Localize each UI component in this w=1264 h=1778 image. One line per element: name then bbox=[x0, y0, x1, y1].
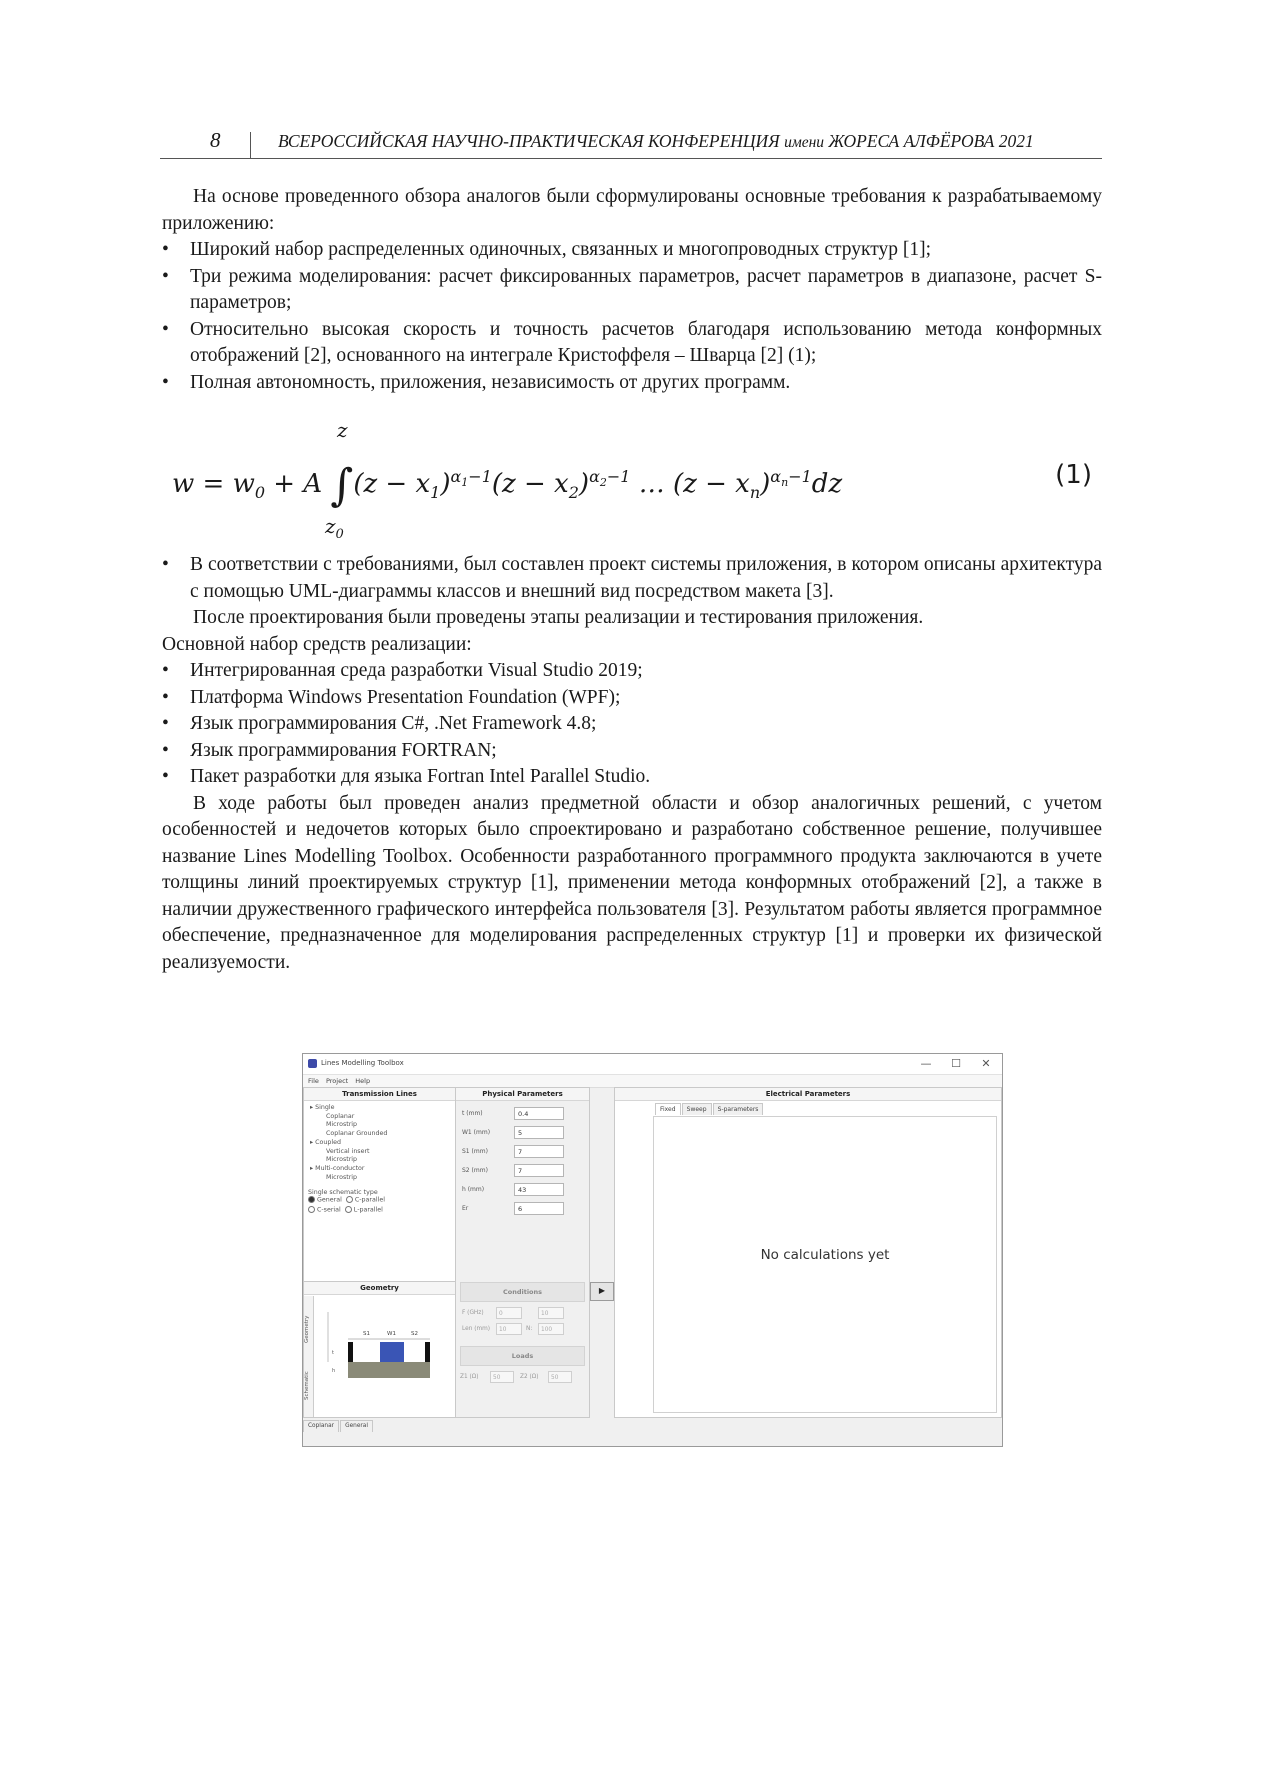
param-row: W1 (mm) 5 bbox=[456, 1124, 589, 1143]
radio-l-parallel[interactable] bbox=[345, 1206, 352, 1213]
status-tabs bbox=[303, 1420, 372, 1432]
left-ground bbox=[348, 1342, 353, 1362]
formula-expression: $w = w_0 + A$ $\int(z - x_1)^{\alpha_1-1}(z - x_2)^{\alpha_2-1}$ … $(z - x_n)^{\alpha_n-1}dz$ bbox=[172, 460, 843, 511]
conference-title-part2: имени bbox=[784, 134, 825, 151]
no-calculations-message: No calculations yet bbox=[760, 1247, 890, 1263]
intro-section bbox=[162, 184, 1102, 396]
requirement-item: • Относительно высокая скорость и точность расчетов благодаря использованию метода конформных отображений [2], основанного на интеграле Кристоффеля – Шварца [2] (1); bbox=[162, 318, 1102, 366]
tab-s-parameters[interactable]: S-parameters bbox=[713, 1103, 764, 1115]
menu-file[interactable]: File bbox=[308, 1077, 319, 1085]
lines-tree bbox=[304, 1101, 455, 1185]
svg-text:t: t bbox=[332, 1350, 334, 1356]
bullet: • bbox=[162, 265, 169, 287]
tree-item[interactable]: ▸ Single bbox=[310, 1104, 335, 1111]
tool-item: • Язык программирования FORTRAN; bbox=[162, 738, 1102, 765]
tree-item[interactable]: ▸ Multi-conductor bbox=[310, 1164, 365, 1172]
length-input[interactable]: 10 bbox=[496, 1323, 522, 1335]
signal-strip bbox=[380, 1342, 404, 1362]
load-row: Z1 (Ω) 50 Z2 (Ω) 50 bbox=[456, 1370, 589, 1386]
design-list bbox=[162, 552, 1102, 605]
bullet: • bbox=[162, 318, 169, 340]
dim-label-s2: S2 bbox=[411, 1331, 418, 1337]
integral-upper-limit: z bbox=[337, 418, 348, 442]
param-row: t (mm) 0.4 bbox=[456, 1105, 589, 1124]
param-w1-input[interactable]: 5 bbox=[514, 1126, 564, 1139]
panel-title: Electrical Parameters bbox=[615, 1088, 1001, 1101]
menu-project[interactable]: Project bbox=[325, 1077, 349, 1085]
substrate bbox=[348, 1362, 430, 1378]
header-divider bbox=[250, 132, 251, 158]
close-button[interactable]: ✕ bbox=[981, 1057, 991, 1070]
requirement-item: • Широкий набор распределенных одиночных, связанных и многопроводных структур [1]; bbox=[162, 237, 1102, 264]
intro-paragraph: На основе проведенного обзора аналогов были сформулированы основные требования к разрабатываемому приложению: bbox=[162, 186, 1102, 234]
tree-item[interactable]: ▸ Coupled bbox=[310, 1138, 342, 1146]
panel-title: Physical Parameters bbox=[456, 1088, 589, 1101]
menu-help[interactable]: Help bbox=[355, 1077, 371, 1085]
bullet: • bbox=[162, 686, 169, 708]
radio-row: C-serial L-parallel bbox=[304, 1206, 455, 1215]
requirement-item: • Три режима моделирования: расчет фиксированных параметров, расчет параметров в диапазоне, расчет S-параметров; bbox=[162, 265, 1102, 313]
bullet: • bbox=[162, 766, 169, 787]
dim-label-w1: W1 bbox=[387, 1331, 396, 1337]
freq-start-input[interactable]: 0 bbox=[496, 1307, 522, 1319]
conditions-header: Conditions bbox=[460, 1282, 585, 1302]
implementation-paragraph: После проектирования были проведены этапы реализации и тестирования приложения. bbox=[193, 607, 924, 628]
bullet: • bbox=[162, 371, 169, 393]
z1-input[interactable]: 50 bbox=[490, 1371, 514, 1383]
result-tabs bbox=[615, 1103, 1001, 1115]
freq-end-input[interactable]: 10 bbox=[538, 1307, 564, 1319]
radio-c-parallel[interactable] bbox=[346, 1196, 353, 1203]
z2-input[interactable]: 50 bbox=[548, 1371, 572, 1383]
param-s1-input[interactable]: 7 bbox=[514, 1145, 564, 1158]
tree-item[interactable]: Vertical insert bbox=[326, 1147, 370, 1155]
design-item: • В соответствии с требованиями, был составлен проект системы приложения, в котором описаны архитектура с помощью UML-диаграммы классов и внешний вид посредством макета [3]. bbox=[162, 554, 1102, 602]
tree-item[interactable]: Coplanar Grounded bbox=[326, 1130, 388, 1138]
dim-label-s1: S1 bbox=[363, 1331, 370, 1337]
tab-schematic[interactable]: Schematic bbox=[304, 1371, 310, 1401]
tab-geometry[interactable]: Geometry bbox=[304, 1315, 310, 1343]
param-h-input[interactable]: 43 bbox=[514, 1183, 564, 1196]
param-row: h (mm) 43 bbox=[456, 1181, 589, 1200]
conference-title-part1: ВСЕРОССИЙСКАЯ НАУЧНО-ПРАКТИЧЕСКАЯ КОНФЕРЕНЦИЯ bbox=[278, 131, 780, 151]
points-input[interactable]: 100 bbox=[538, 1323, 564, 1335]
right-ground bbox=[425, 1342, 430, 1362]
bullet: • bbox=[162, 554, 169, 575]
title-bar bbox=[303, 1054, 1002, 1075]
results-area bbox=[653, 1116, 997, 1413]
geometry-drawing bbox=[318, 1302, 448, 1412]
implementation-section bbox=[162, 552, 1102, 976]
tool-item: • Платформа Windows Presentation Foundation (WPF); bbox=[162, 685, 1102, 712]
param-row: Er 6 bbox=[456, 1200, 589, 1219]
bullet: • bbox=[162, 239, 169, 260]
tree-item[interactable]: Microstrip bbox=[326, 1121, 358, 1129]
tree-item[interactable]: Coplanar bbox=[326, 1112, 355, 1120]
tools-list bbox=[162, 658, 1102, 791]
geometry-panel bbox=[303, 1281, 456, 1418]
tree-item[interactable]: Microstrip bbox=[326, 1156, 358, 1164]
tool-item: • Интегрированная среда разработки Visual Studio 2019; bbox=[162, 658, 1102, 685]
electrical-parameters-panel bbox=[614, 1087, 1002, 1418]
condition-row: Len (mm) 10 N: 100 bbox=[456, 1322, 589, 1338]
minimize-button[interactable]: — bbox=[920, 1057, 932, 1070]
conference-title bbox=[278, 131, 1034, 152]
page-header bbox=[160, 128, 1102, 159]
app-screenshot bbox=[302, 1053, 1003, 1447]
schematic-type-label: Single schematic type bbox=[308, 1189, 378, 1197]
geometry-side-tabs bbox=[304, 1296, 314, 1417]
run-calculation-button[interactable]: ▶ bbox=[590, 1282, 614, 1301]
loads-header: Loads bbox=[460, 1346, 585, 1366]
physical-parameters-panel bbox=[455, 1087, 590, 1418]
page-number: 8 bbox=[210, 128, 221, 152]
tab-sweep[interactable]: Sweep bbox=[682, 1103, 712, 1115]
radio-general[interactable] bbox=[308, 1196, 315, 1203]
condition-row: F (GHz) 0 10 bbox=[456, 1306, 589, 1322]
bullet: • bbox=[162, 660, 169, 681]
app-icon bbox=[308, 1059, 317, 1068]
param-row: S1 (mm) 7 bbox=[456, 1143, 589, 1162]
formula-number: (1) bbox=[1055, 460, 1092, 490]
schwarz-christoffel-formula bbox=[162, 418, 1102, 542]
panel-title: Transmission Lines bbox=[304, 1088, 455, 1101]
conclusion-paragraph: В ходе работы был проведен анализ предметной области и обзор аналогичных решений, с учетом особенностей и недочетов которых было спроектировано и разработано собственное решение, получившее название Lines Modelling Toolbox. Особенности разработанного программного продукта заключаются в учете толщины линий проектируемых структур [1], применении метода конформных отображений [2], а также в наличии дружественного графического интерфейса пользователя [3]. Результатом работы является программное обеспечение, предназначенное для моделирования распределенных структур [1] и проверки их физической реализуемости. bbox=[162, 792, 1102, 973]
maximize-button[interactable]: ☐ bbox=[951, 1057, 961, 1070]
integral-lower-limit: $z_0$ bbox=[325, 514, 344, 542]
tool-item: • Пакет разработки для языка Fortran Intel Parallel Studio. bbox=[162, 764, 1102, 791]
tool-item: • Язык программирования C#, .Net Framework 4.8; bbox=[162, 711, 1102, 738]
requirement-item: • Полная автономность, приложения, независимость от других программ. bbox=[162, 370, 1102, 397]
tab-coplanar[interactable]: Coplanar bbox=[303, 1420, 339, 1432]
radio-c-serial[interactable] bbox=[308, 1206, 315, 1213]
radio-row: General C-parallel bbox=[304, 1196, 455, 1205]
tab-general[interactable]: General bbox=[340, 1420, 373, 1432]
param-t-input[interactable]: 0.4 bbox=[514, 1107, 564, 1120]
svg-text:h: h bbox=[332, 1368, 336, 1374]
tree-item[interactable]: Microstrip bbox=[326, 1173, 358, 1181]
tools-intro: Основной набор средств реализации: bbox=[162, 633, 472, 655]
param-row: S2 (mm) 7 bbox=[456, 1162, 589, 1181]
bullet: • bbox=[162, 713, 169, 734]
param-er-input[interactable]: 6 bbox=[514, 1202, 564, 1215]
conference-title-part3: ЖОРЕСА АЛФЁРОВА 2021 bbox=[828, 131, 1034, 151]
param-s2-input[interactable]: 7 bbox=[514, 1164, 564, 1177]
bullet: • bbox=[162, 739, 169, 761]
transmission-lines-panel bbox=[303, 1087, 456, 1282]
panel-title: Geometry bbox=[304, 1282, 455, 1295]
requirements-list bbox=[162, 237, 1102, 396]
window-title: Lines Modelling Toolbox bbox=[321, 1059, 404, 1067]
tab-fixed[interactable]: Fixed bbox=[655, 1103, 681, 1115]
